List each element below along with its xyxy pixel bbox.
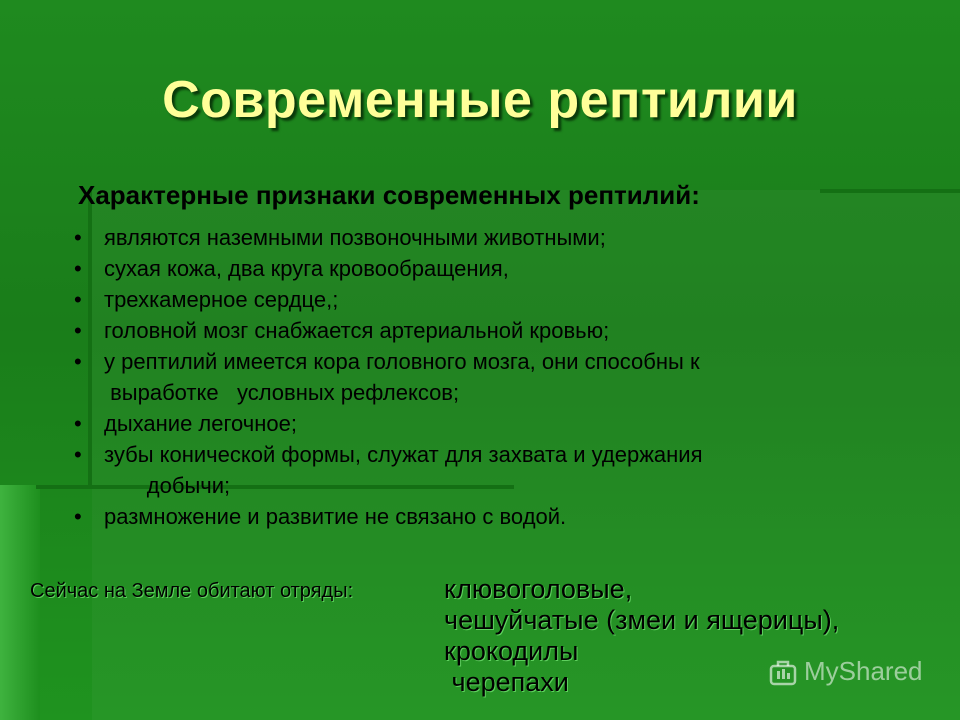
slide-title: Современные рептилии [162,71,798,129]
decorative-line [820,189,960,193]
bullet-continuation: выработке условных рефлексов; [104,380,460,405]
bullet-text: дыхание легочное; [104,411,297,436]
bullet-text: являются наземными позвоночными животными; [104,225,606,250]
bullet-continuation: добычи; [104,473,231,498]
order-item: клювоголовые, [444,574,633,604]
bullet-text: размножение и развитие не связано с водой. [104,504,567,529]
bullet-mark: • [74,349,82,374]
list-item [74,501,894,532]
order-item: черепахи [444,667,569,697]
bullet-mark: • [74,287,82,312]
list-item [74,439,894,501]
bullet-text: у рептилий имеется кора головного мозга, они способны к [104,349,700,374]
bullet-text: сухая кожа, два круга кровообращения, [104,256,509,281]
bullet-list [74,222,894,532]
list-item [74,346,894,408]
watermark-text: MyShared [804,656,923,686]
myshared-logo-icon [768,657,798,687]
bullet-text: зубы конической формы, служат для захвата и удержания [104,442,703,467]
watermark [768,656,923,687]
order-item: крокодилы [444,636,579,666]
slide-subtitle: Характерные признаки современных рептилий: [78,180,700,210]
list-item [74,253,894,284]
bullet-mark: • [74,256,82,281]
list-item [74,315,894,346]
orders-label: Сейчас на Земле обитают отряды: [30,580,354,602]
order-item: чешуйчатые (змеи и ящерицы), [444,605,840,635]
bullet-text: головной мозг снабжается артериальной кровью; [104,318,610,343]
bullet-mark: • [74,411,82,436]
bullet-mark: • [74,442,82,467]
bullet-text: трехкамерное сердце,; [104,287,339,312]
list-item [74,284,894,315]
bullet-mark: • [74,504,82,529]
list-item [74,222,894,253]
bullet-mark: • [74,318,82,343]
list-item [74,408,894,439]
bullet-mark: • [74,225,82,250]
